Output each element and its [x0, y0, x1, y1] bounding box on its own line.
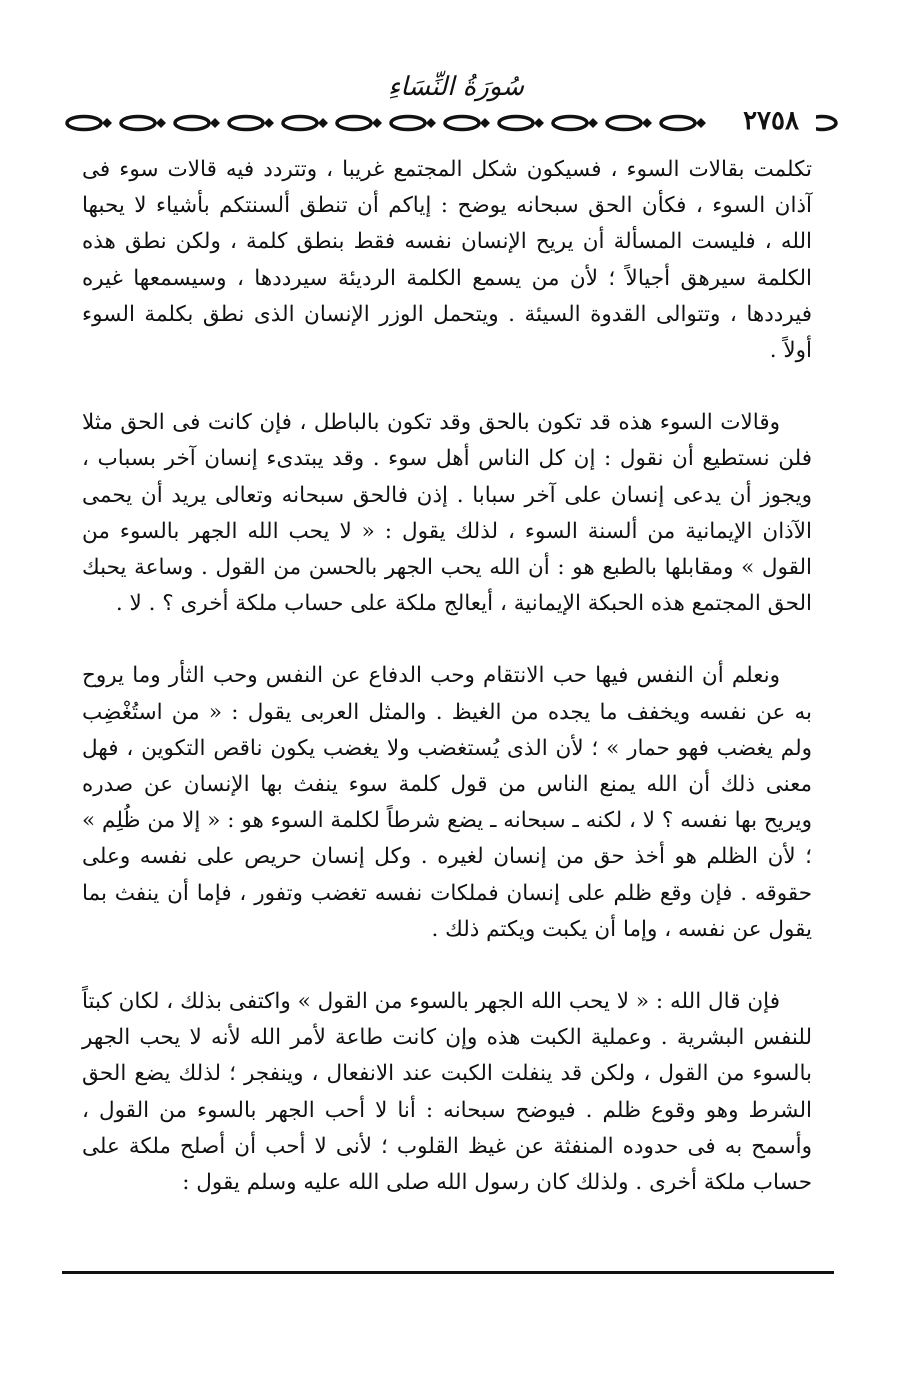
- ornament-diamond: [372, 118, 382, 128]
- footer-rule: [62, 1271, 834, 1274]
- ornament-diamond: [588, 118, 598, 128]
- ornament-diamond: [156, 118, 166, 128]
- ornament-oval: [499, 117, 533, 130]
- ornament-oval: [175, 117, 209, 130]
- ornamental-header-band: [60, 108, 840, 138]
- ornament-diamond: [210, 118, 220, 128]
- paragraph-3: ونعلم أن النفس فيها حب الانتقام وحب الدفاع عن النفس وحب الثأر وما يروح به عن نفسه ويخفف ما يجده من الغيظ . والمثل العربى يقول : « من استُغْضِب ولم يغضب فهو حمار » ؛ لأن الذى يُستغضب ولا يغضب يكون ناقص التكوين ، فهل معنى ذلك أن الله يمنع الناس من قول كلمة سوء ينفث بها الإنسان عن صدره ويريح بها نفسه ؟ لا ، لكنه ـ سبحانه ـ يضع شرطاً لكلمة السوء هو : « إلا من ظُلِم » ؛ لأن الظلم هو أخذ حق من إنسان لغيره . وكل إنسان حريص على نفسه وعلى حقوقه . فإن وقع ظلم على إنسان فملكات نفسه تغضب وتفور ، فإما أن ينفث بما يقول عن نفسه ، وإما أن يكبت ويكتم ذلك .: [82, 663, 812, 942]
- ornament-diamond: [534, 118, 544, 128]
- paragraph-2: وقالات السوء هذه قد تكون بالحق وقد تكون بالباطل ، فإن كانت فى الحق مثلا فلن نستطيع أن نقول : إن كل الناس أهل سوء . وقد يبتدىء إنسان آخر بسباب ، ويجوز أن يدعى إنسان على آخر سبابا . إذن فالحق سبحانه وتعالى يريد أن يحمى الآذان الإيمانية من ألسنة السوء ، لذلك يقول : « لا يحب الله الجهر بالسوء من القول » ومقابلها بالطبع هو : أن الله يحب الجهر بالحسن من القول . وساعة يحبك الحق المجتمع هذه الحبكة الإيمانية ، أيعالج ملكة على حساب ملكة أخرى ؟ . لا .: [82, 410, 812, 617]
- ornament-diamond: [642, 118, 652, 128]
- ornament-oval: [661, 117, 695, 130]
- page-number: ٢٧٥٨: [726, 106, 816, 136]
- ornament-diamond: [318, 118, 328, 128]
- page-body: [82, 152, 812, 1201]
- ornament-oval: [229, 117, 263, 130]
- ornament-oval: [67, 117, 101, 130]
- ornament-diamond: [264, 118, 274, 128]
- surah-title: سُورَةُ النِّسَاءِ: [388, 72, 524, 102]
- ornament-oval: [121, 117, 155, 130]
- ornament-oval: [337, 117, 371, 130]
- ornament-oval: [553, 117, 587, 130]
- ornament-oval: [607, 117, 641, 130]
- ornament-oval: [445, 117, 479, 130]
- ornament-oval: [283, 117, 317, 130]
- ornament-diamond: [480, 118, 490, 128]
- paragraph-4: فإن قال الله : « لا يحب الله الجهر بالسوء من القول » واكتفى بذلك ، لكان كبتاً للنفس البشرية . وعملية الكبت هذه وإن كانت طاعة لأمر الله لأنه لا يحب الجهر بالسوء من القول ، ولكن قد ينفلت الكبت عند الانفعال ، وينفجر ؛ لذلك يضع الحق الشرط وهو وقوع ظلم . فيوضح سبحانه : أنا لا أحب الجهر بالسوء من القول ، وأسمح به فى حدوده المنفثة عن غيظ القلوب ؛ لأنى لا أحب أن أصلح ملكة على حساب ملكة أخرى . ولذلك كان رسول الله صلى الله عليه وسلم يقول :: [82, 989, 812, 1196]
- ornament-diamond: [102, 118, 112, 128]
- ornament-diamond: [696, 118, 706, 128]
- ornament-diamond: [426, 118, 436, 128]
- paragraph-1: تكلمت بقالات السوء ، فسيكون شكل المجتمع غريبا ، وتتردد فيه قالات سوء فى آذان السوء ، فكأن الحق سبحانه يوضح : إياكم أن تنطق ألسنتكم بأشياء لا يحبها الله ، فليست المسألة أن يريح الإنسان نفسه فقط بنطق كلمة ، ولكن نطق هذه الكلمة سيرهق أجيالاً ؛ لأن من يسمع الكلمة الرديئة سيرددها ، وسيسمعها غيره فيرددها ، وتتوالى القدوة السيئة . ويتحمل الوزر الإنسان الذى نطق بكلمة السوء أولاً .: [82, 157, 812, 364]
- ornament-oval: [391, 117, 425, 130]
